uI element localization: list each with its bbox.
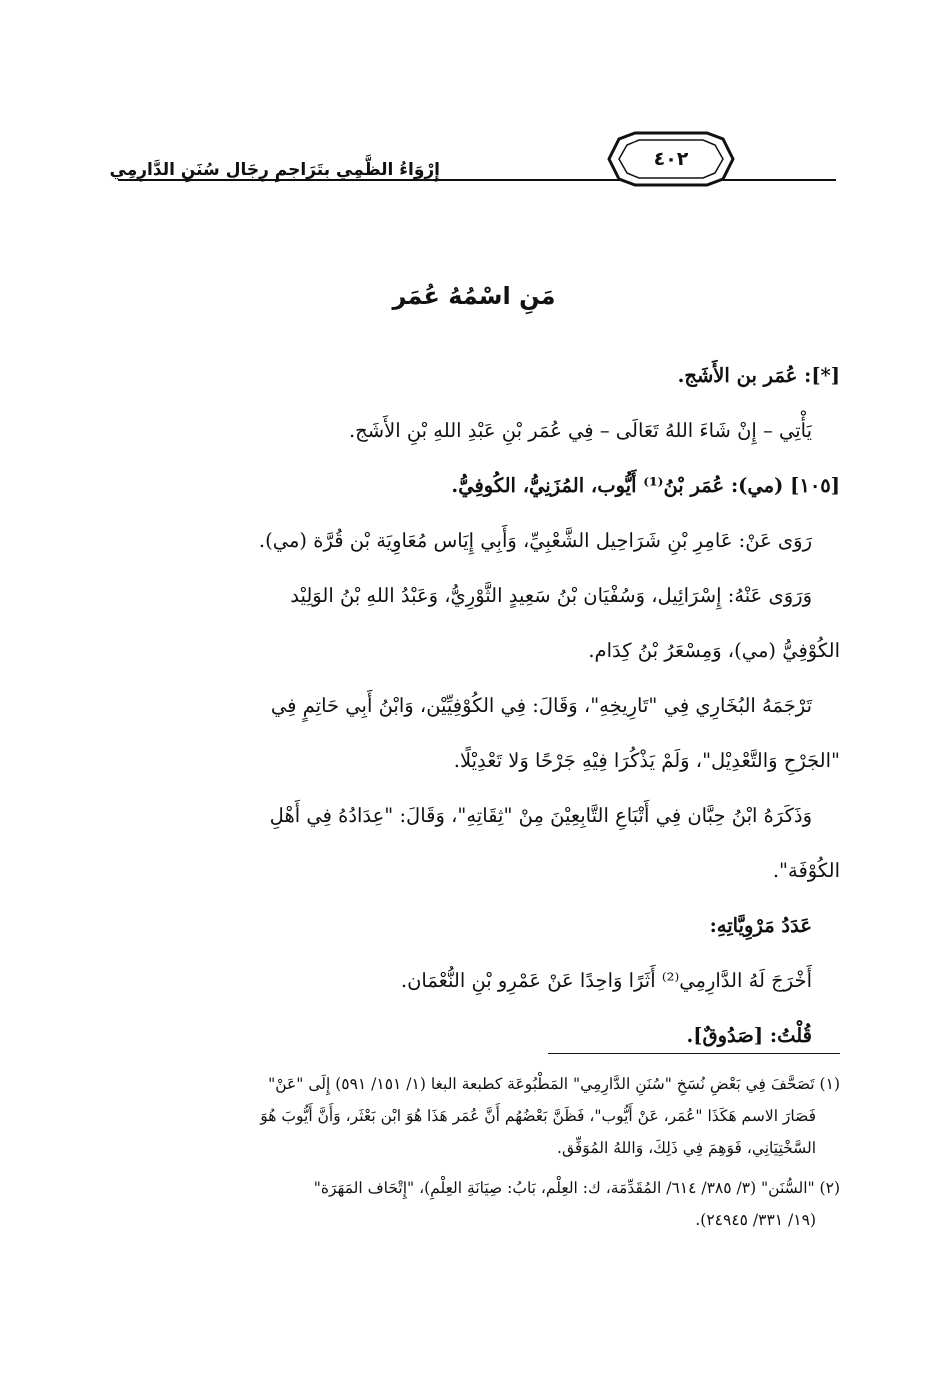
body-line: رَوَى عَنْ: عَامِرِ بْنِ شَرَاحِيل الشَّعْبِيِّ، وَأَبِي إِيَاس مُعَاوِيَة بْن قُرَّة (مي).: [258, 529, 812, 552]
body-line: الكُوْفَة".: [772, 859, 840, 882]
page-number-frame: [605, 123, 737, 195]
footnotes: [118, 1068, 840, 1236]
body-line: تَرْجَمَهُ البُخَارِي فِي "تَارِيخِهِ"، وَقَالَ: فِي الكُوْفِيِّيْن، وَابْنُ أَبِي حَاتِمٍ فِي: [270, 694, 812, 717]
footnote-line: (٢) "السُّنَن" (٣/ ٣٨٥/ ٦١٤/ المُقَدِّمَة، ك: العِلْم، بَابُ: صِيَانَةِ العِلْمِ)، "إِتْحَاف المَهَرَة": [313, 1179, 840, 1197]
body-line: "الجَرْحِ وَالتَّعْدِيْل"، وَلَمْ يَذْكُرَا فِيْهِ جَرْحًا وَلا تَعْدِيْلًا.: [453, 749, 840, 772]
body-line: أَخْرَجَ لَهُ الدَّارِمِي⁽²⁾ أَثَرًا وَاحِدًا عَنْ عَمْرِو بْنِ النُّعْمَان.: [400, 969, 812, 992]
footnote-line: (١) تَصَحَّفَ فِي بَعْضِ نُسَخِ "سُنَنِ الدَّارِمِي" المَطْبُوعَة كطبعة البغا (١/ ١٥١/ ٥٩١) إِلَى "عَنْ": [268, 1075, 840, 1093]
subheading: عَدَدُ مَرْوِيَّاتِهِ:: [709, 914, 812, 937]
entry-heading: [*]: عُمَر بن الأَشَج.: [677, 364, 840, 387]
footnote-line: (١٩/ ٣٣١/ ٢٤٩٤٥).: [695, 1211, 816, 1229]
page-number: ٤٠٢: [653, 148, 689, 170]
section-title: مَنِ اسْمُهُ عُمَر: [392, 282, 556, 310]
conclusion-line: قُلْتُ: [صَدُوقٌ].: [686, 1024, 812, 1047]
body-line: الكُوْفِيُّ (مي)، وَمِسْعَرُ بْنُ كِدَام.: [588, 639, 840, 662]
body-line: وَرَوَى عَنْهُ: إِسْرَائِيل، وَسُفْيَان بْنُ سَعِيدٍ الثَّوْرِيُّ، وَعَبْدُ اللهِ بْنُ الوَلِيْد: [290, 584, 812, 607]
footnote-line: السَّخْتِيَانِي، فَوَهِمَ فِي ذَلِكَ، وَاللهُ المُوَفِّق.: [557, 1139, 816, 1157]
running-title: إِرْوَاءُ الظَّمِي بِتَرَاجِمِ رِجَالِ سُنَنِ الدَّارِمِي: [109, 160, 440, 180]
body-text: [118, 348, 840, 1063]
body-line: يَأْتِي – إِنْ شَاءَ اللهُ تَعَالَى – فِي عُمَر بْنِ عَبْدِ اللهِ بْنِ الأَشَج.: [348, 419, 812, 442]
body-line: وَذَكَرَهُ ابْنُ حِبَّان فِي أَتْبَاعِ التَّابِعِيْنَ مِنْ "ثِقَاتِهِ"، وَقَالَ: "عِدَادُهُ فِي أَهْلِ: [269, 804, 812, 827]
footnote-line: فَصَارَ الاسم هَكَذَا "عُمَر، عَنْ أَيُّوب"، فَظَنَّ بَعْضُهُم أَنَّ عُمَر هَذَا هُوَ ابْن بَعْثَر، وَأَنَّ أَيُّوبَ هُوَ: [260, 1107, 816, 1125]
entry-heading: [١٠٥] (مي): عُمَر بْنُ⁽¹⁾ أَيُّوب، المُزَنِيُّ، الكُوفِيُّ.: [451, 474, 840, 497]
footnote-rule: [548, 1053, 840, 1054]
